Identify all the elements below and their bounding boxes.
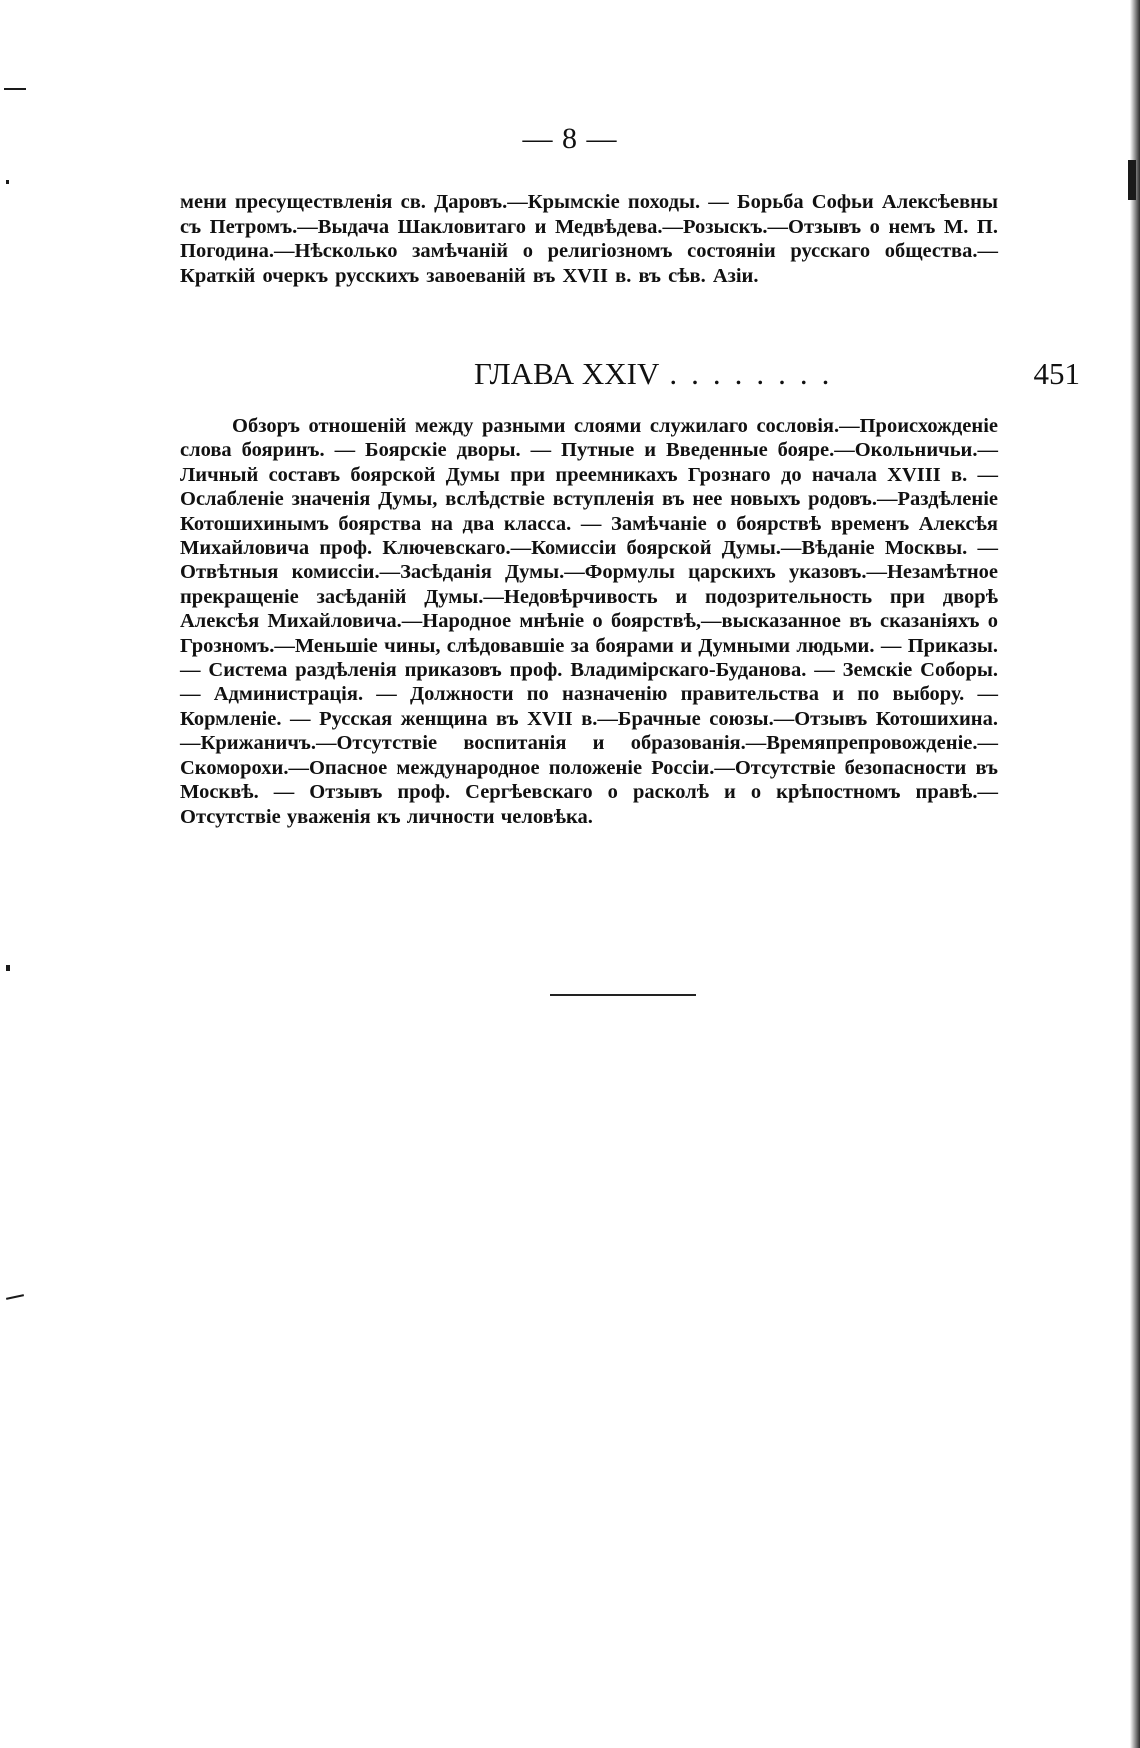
chapter-summary: Обзоръ отношеній между разными слоями служилаго сословія.—Происхожденіе слова бояринъ. — Боярскіе дворы. — Путные и Введенные бояре.—Окольничьи.—Личный составъ боярской Думы при преемникахъ Грознаго до начала XVIII в. — Ослабленіе значенія Думы, вслѣдствіе вступленія въ нее новыхъ родовъ.—Раздѣленіе Котошихинымъ боярства на два класса. — Замѣчаніе о боярствѣ временъ Алексѣя Михайловича проф. Ключевскаго.—Комиссіи боярской Думы.—Вѣданіе Москвы. — Отвѣтныя комиссіи.—Засѣданія Думы.—Формулы царскихъ указовъ.—Незамѣтное прекращеніе засѣданій Думы.—Недовѣрчивость и подозрительность при дворѣ Алексѣя Михайловича.—Народное мнѣніе о боярствѣ,—высказанное въ сказаніяхъ о Грозномъ.—Меньшіе чины, слѣдовавшіе за боярами и Думными людьми. — Приказы. — Система раздѣленія приказовъ проф. Владимірскаго-Буданова. — Земскіе Соборы. — Администрація. — Должности по назначенію правительства и по выбору. — Кормленіе. — Русская женщина въ XVII в.—Брачные союзы.—Отзывъ Котошихина.—Крижаничъ.—Отсутствіе воспитанія и образованія.—Времяпрепровожденіе.—Скоморохи.—Опасное международное положеніе Россіи.—Отсутствіе безопасности въ Москвѣ. — Отзывъ проф. Сергѣевскаго о расколѣ и о крѣпостномъ правѣ.—Отсутствіе уваженія къ личности человѣка. [180,415,998,828]
chapter-title: ГЛАВА XXIV [474,356,660,391]
scan-edge-shadow [1130,0,1140,1748]
chapter-header [474,356,1080,396]
page-number: — 8 — [522,122,618,155]
scan-artifact [4,88,26,90]
dot-leader: ........ [669,356,844,391]
chapter-page-reference: 451 [1033,356,1080,391]
continuation-paragraph: мени пресуществленія св. Даровъ.—Крымскіе походы. — Борьба Софьи Алексѣевны съ Петромъ.—Выдача Шакловитаго и Медвѣдева.—Розыскъ.—Отзывъ о немъ М. П. Погодина.—Нѣсколько замѣчаній о религіозномъ состояніи русскаго общества.—Краткій очеркъ русскихъ завоеваній въ XVII в. въ сѣв. Азіи. [180,191,998,287]
scan-artifact [6,180,9,184]
scan-artifact [6,1294,24,1300]
scan-artifact [1128,160,1136,200]
end-rule [550,994,696,996]
scan-artifact [6,965,10,971]
